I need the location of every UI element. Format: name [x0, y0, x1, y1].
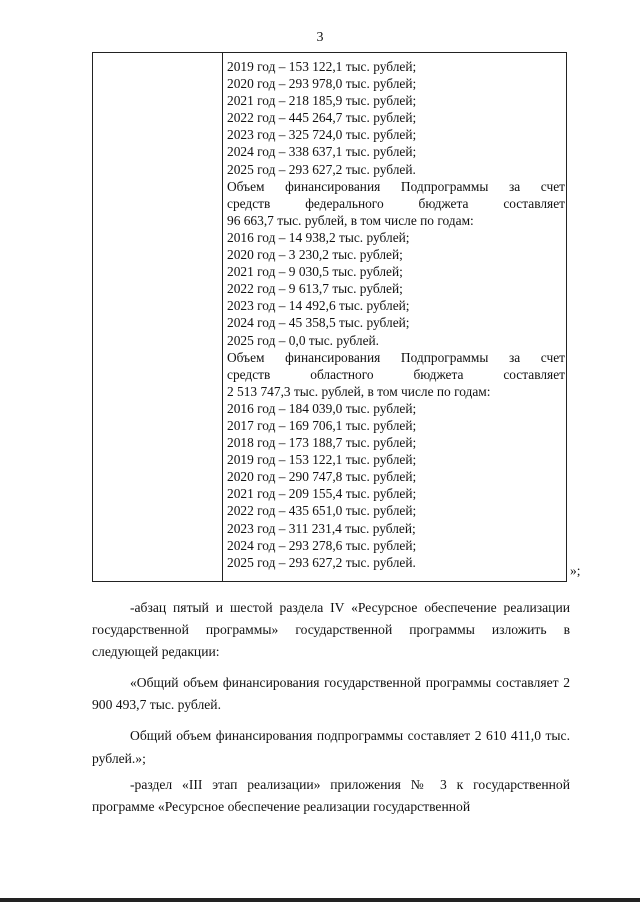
table-line: 2019 год – 153 122,1 тыс. рублей;: [227, 59, 417, 74]
table-line: 2022 год – 435 651,0 тыс. рублей;: [227, 503, 417, 519]
table-line: 2016 год – 14 938,2 тыс. рублей;: [227, 229, 410, 245]
table-line: 2021 год – 9 030,5 тыс. рублей;: [227, 264, 403, 280]
paragraph: Общий объем финансирования подпрограммы составляет 2 610 411,0 тыс. рублей.»;: [92, 728, 570, 766]
table-line: 2024 год – 45 358,5 тыс. рублей;: [227, 315, 410, 331]
table-line: Объем финансирования Подпрограммы за счет: [227, 349, 565, 365]
table-line: 2019 год – 153 122,1 тыс. рублей;: [227, 452, 417, 468]
table-line: 2021 год – 209 155,4 тыс. рублей;: [227, 486, 417, 502]
table-line: 2017 год – 169 706,1 тыс. рублей;: [227, 417, 417, 433]
paragraph: -раздел «III этап реализации» приложения № 3 к государственной программе «Ресурсное обеспечение реализации государственной: [92, 776, 570, 814]
table-line: 2023 год – 14 492,6 тыс. рублей;: [227, 298, 410, 314]
table-line: 96 663,7 тыс. рублей, в том числе по годам:: [227, 212, 474, 228]
table-content-cell: [227, 58, 565, 571]
table-line: 2020 год – 293 978,0 тыс. рублей;: [227, 76, 417, 92]
table-line: 2025 год – 293 627,2 тыс. рублей.: [227, 161, 416, 177]
page-bottom-rule: [0, 898, 640, 902]
table-line: 2022 год – 9 613,7 тыс. рублей;: [227, 281, 403, 297]
page-number: 3: [316, 30, 324, 45]
table-line: Объем финансирования Подпрограммы за счет: [227, 178, 565, 194]
table-line: 2 513 747,3 тыс. рублей, в том числе по годам:: [227, 383, 491, 399]
table-line: средств федерального бюджета составляет: [227, 195, 565, 211]
table-line: 2025 год – 0,0 тыс. рублей.: [227, 332, 380, 348]
table-line: 2024 год – 293 278,6 тыс. рублей;: [227, 537, 417, 553]
table-line: 2022 год – 445 264,7 тыс. рублей;: [227, 110, 417, 126]
paragraph: «Общий объем финансирования государственной программы составляет 2 900 493,7 тыс. рублей.: [92, 675, 570, 713]
paragraph: -абзац пятый и шестой раздела IV «Ресурсное обеспечение реализации государственной программы» государственной программы изложить в следующей редакции:: [92, 600, 570, 660]
table-line: 2020 год – 3 230,2 тыс. рублей;: [227, 247, 403, 263]
table-line: 2018 год – 173 188,7 тыс. рублей;: [227, 435, 417, 451]
table-line: 2023 год – 311 231,4 тыс. рублей;: [227, 520, 416, 536]
table-line: 2020 год – 290 747,8 тыс. рублей;: [227, 469, 417, 485]
closing-quote: »;: [570, 563, 581, 578]
body-text: [92, 597, 570, 818]
table-line: 2024 год – 338 637,1 тыс. рублей;: [227, 144, 417, 160]
table-line: 2023 год – 325 724,0 тыс. рублей;: [227, 127, 417, 143]
table-line: средств областного бюджета составляет: [227, 366, 565, 382]
table-line: 2016 год – 184 039,0 тыс. рублей;: [227, 400, 417, 416]
table-line: 2021 год – 218 185,9 тыс. рублей;: [227, 93, 417, 109]
table-line: 2025 год – 293 627,2 тыс. рублей.: [227, 554, 416, 570]
table-column-divider: [222, 52, 223, 582]
